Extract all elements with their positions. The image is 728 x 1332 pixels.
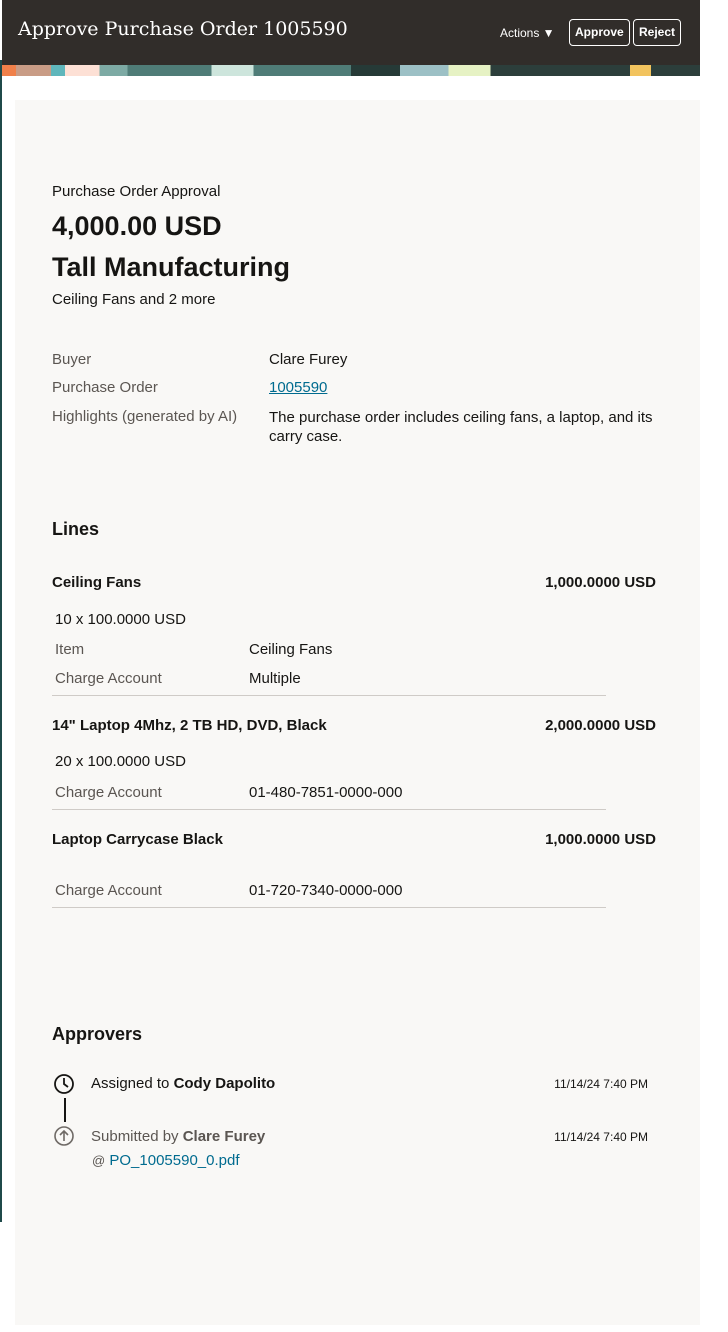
attachment-link[interactable] [92, 1152, 240, 1169]
assigned-time: 11/14/24 7:40 PM [554, 1077, 648, 1091]
buyer-label: Buyer [52, 351, 92, 368]
line-amount: 1,000.0000 USD [545, 831, 656, 848]
approvers-heading: Approvers [52, 1024, 143, 1044]
highlights-value: The purchase order includes ceiling fans, a laptop, and its carry case. [269, 409, 653, 445]
supplier-name: Tall Manufacturing [52, 252, 291, 282]
submitted-time: 11/14/24 7:40 PM [554, 1130, 648, 1144]
approval-card [15, 100, 700, 1325]
item-value: Ceiling Fans [249, 641, 333, 658]
page-title: Approve Purchase Order 1005590 [18, 18, 348, 40]
line-title: 14" Laptop 4Mhz, 2 TB HD, DVD, Black [52, 717, 327, 734]
line-qty: 10 x 100.0000 USD [55, 611, 186, 628]
assigned-prefix: Assigned to [91, 1075, 174, 1092]
submitted-prefix: Submitted by [91, 1128, 183, 1145]
approve-button[interactable]: Approve [569, 19, 630, 46]
divider [52, 695, 606, 696]
clock-icon [53, 1073, 75, 1095]
line-qty: 20 x 100.0000 USD [55, 753, 186, 770]
kicker: Purchase Order Approval [52, 183, 221, 200]
po-description: Ceiling Fans and 2 more [52, 291, 216, 308]
charge-account-value: 01-720-7340-0000-000 [249, 882, 403, 899]
po-amount: 4,000.00 USD [52, 211, 222, 241]
actions-menu[interactable]: Actions ▼ [500, 26, 555, 40]
header-bar [2, 0, 700, 65]
po-link[interactable]: 1005590 [269, 379, 328, 396]
line-amount: 2,000.0000 USD [545, 717, 656, 734]
charge-account-value: 01-480-7851-0000-000 [249, 784, 403, 801]
buyer-value: Clare Furey [269, 351, 348, 368]
lines-heading: Lines [52, 519, 100, 539]
charge-account-label: Charge Account [55, 670, 162, 687]
line-amount: 1,000.0000 USD [545, 574, 656, 591]
arrow-up-circle-icon [53, 1125, 75, 1147]
charge-account-label: Charge Account [55, 882, 162, 899]
line-title: Ceiling Fans [52, 574, 142, 591]
submitter-name: Clare Furey [182, 1128, 266, 1145]
line-title: Laptop Carrycase Black [52, 831, 223, 848]
attachment-name[interactable]: PO_1005590_0.pdf [109, 1152, 240, 1169]
decorative-banner [2, 65, 700, 76]
timeline-connector [64, 1098, 66, 1122]
divider [52, 809, 606, 810]
po-label: Purchase Order [52, 379, 158, 396]
approver-assigned [91, 1075, 275, 1092]
approver-submitted [91, 1128, 265, 1145]
paperclip-icon: @ [92, 1153, 106, 1168]
reject-button[interactable]: Reject [633, 19, 681, 46]
highlights-label: Highlights (generated by AI) [52, 408, 238, 425]
left-edge [0, 60, 2, 1222]
divider [52, 907, 606, 908]
charge-account-label: Charge Account [55, 784, 162, 801]
charge-account-value: Multiple [249, 670, 301, 687]
item-label: Item [55, 641, 85, 658]
assignee-name: Cody Dapolito [173, 1075, 276, 1092]
